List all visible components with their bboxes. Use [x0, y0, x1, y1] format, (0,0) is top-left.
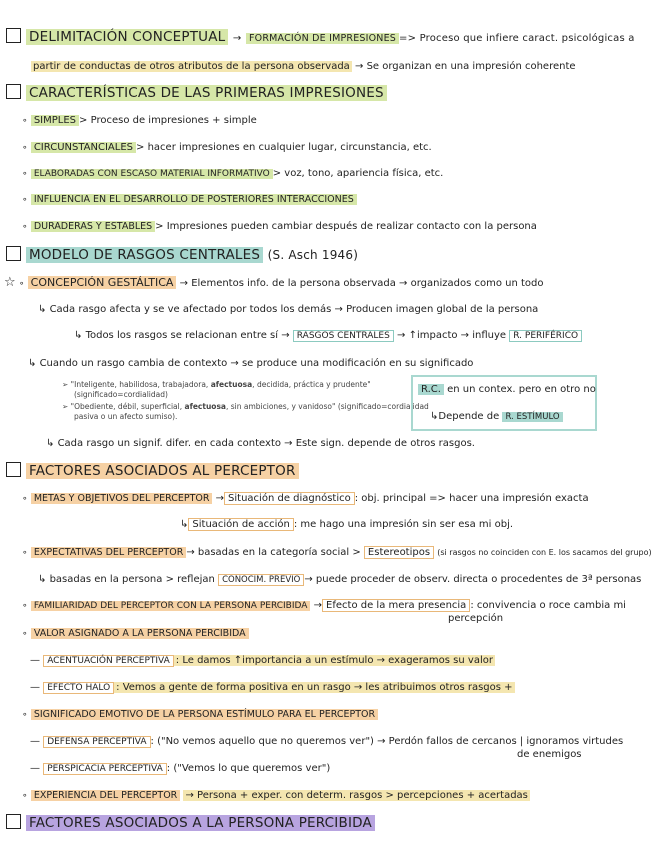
perspicacia-text: : ("Vemos lo que queremos ver"): [166, 763, 331, 774]
example-text: "Inteligente, habilidosa, trabajadora,: [70, 380, 209, 389]
halo-text: : Vemos a gente de forma positiva en un rasgo → les atribuimos otros rasgos +: [116, 682, 513, 693]
item-label: ELABORADAS CON ESCASO MATERIAL INFORMATIVO: [31, 169, 273, 179]
arrow-bullet-icon: ➢: [62, 380, 71, 389]
example-1-meaning: (significado=cordialidad): [74, 390, 168, 399]
expectativas-line: [22, 546, 652, 560]
example-1: [62, 380, 371, 390]
line-contexto: [28, 357, 473, 371]
section-perceptor: [6, 462, 299, 478]
concept-label: CONCEPCIÓN GESTÁLTICA: [28, 276, 177, 289]
arrow: →: [232, 33, 242, 44]
experiencia-line: [22, 789, 530, 803]
line-rasgos: [74, 329, 582, 343]
arrow-bullet-icon: ➢: [62, 402, 71, 411]
section-title: DELIMITACIÓN CONCEPTUAL: [26, 29, 228, 45]
valor-label: VALOR ASIGNADO A LA PERSONA PERCIBIDA: [31, 628, 249, 639]
corner-arrow-icon: ↳: [38, 574, 50, 585]
diagnostico-box: Situación de diagnóstico: [224, 492, 355, 505]
definition-line1: => Proceso que infiere caract. psicológicas a: [399, 33, 635, 44]
item-text: > Impresiones pueden cambiar después de realizar contacto con la persona: [155, 221, 537, 232]
expectativas-text: → puede proceder de observ. directa o procedentes de 3ª personas: [304, 574, 642, 585]
item-label: DURADERAS Y ESTABLES: [31, 221, 155, 232]
section-delimitacion: [6, 28, 635, 46]
bullet-icon: ∘: [22, 710, 28, 720]
expectativas-label: EXPECTATIVAS DEL PERCEPTOR: [31, 547, 186, 558]
checkbox-icon: [6, 814, 21, 829]
bullet-icon: ∘: [22, 143, 28, 153]
bullet-icon: ∘: [22, 548, 28, 558]
section-title: CARACTERÍSTICAS DE LAS PRIMERAS IMPRESIONES: [26, 85, 387, 101]
estereotipos-box: Estereotipos: [364, 546, 434, 559]
acentuacion-line: [30, 654, 495, 668]
section-title: FACTORES ASOCIADOS AL PERCEPTOR: [26, 463, 299, 479]
conocimiento-box: CONOCIM. PREVIO: [218, 574, 304, 586]
dash: —: [30, 655, 44, 666]
rc-stimulus: R. ESTÍMULO: [502, 412, 562, 422]
halo-line: [30, 681, 515, 695]
significado-line: [22, 708, 378, 722]
list-item: [22, 167, 443, 181]
item-label: CIRCUNSTANCIALES: [31, 142, 136, 153]
dash: —: [30, 763, 44, 774]
arrow: →: [313, 600, 323, 611]
list-item: [22, 220, 537, 234]
dash: —: [30, 736, 44, 747]
bullet-icon: ∘: [22, 222, 28, 232]
perspicacia-line: [30, 762, 330, 776]
accion-box: Situación de acción: [188, 518, 293, 531]
list-item: [22, 141, 432, 155]
bullet-icon: ∘: [18, 279, 25, 289]
item-label: INFLUENCIA EN EL DESARROLLO DE POSTERIORES INTERACCIONES: [31, 194, 357, 205]
metas-line: [22, 492, 589, 506]
corner-arrow-icon: ↳: [74, 330, 86, 341]
item-text: > voz, tono, apariencia física, etc.: [272, 168, 444, 179]
rc-note-line2: [430, 410, 563, 424]
item-text: > Proceso de impresiones + simple: [79, 115, 257, 126]
concept-line: [4, 276, 543, 291]
corner-arrow-icon: ↳: [46, 438, 58, 449]
item-label: SIMPLES: [31, 115, 79, 126]
arrow: →: [215, 493, 225, 504]
arrow: →: [355, 61, 367, 72]
section-caracteristicas: [6, 84, 387, 100]
example-bold: afectuosa: [210, 380, 253, 389]
line-text: Cada rasgo afecta y se ve afectado por todos los demás → Producen imagen global de la persona: [49, 304, 539, 315]
corner-arrow-icon: ↳: [28, 358, 40, 369]
star-icon: ☆: [4, 275, 16, 290]
familiaridad-text: : convivencia o roce cambia mi: [470, 600, 626, 611]
bullet-icon: ∘: [22, 195, 28, 205]
corner-arrow-icon: ↳: [430, 411, 439, 422]
familiaridad-line: [22, 599, 626, 613]
definition-result: Se organizan en una impresión coherente: [366, 61, 576, 72]
bullet-icon: ∘: [22, 601, 28, 611]
metas-label: METAS Y OBJETIVOS DEL PERCEPTOR: [31, 493, 213, 504]
bullet-icon: ∘: [22, 791, 28, 801]
line-signif: [46, 437, 475, 451]
metas-line2: [180, 518, 513, 532]
section-persona-percibida: [6, 814, 375, 830]
experiencia-label: EXPERIENCIA DEL PERCEPTOR: [31, 790, 180, 801]
concept-text: → Elementos info. de la persona observada → organizados como un todo: [179, 278, 544, 289]
defensa-box: DEFENSA PERCEPTIVA: [43, 736, 150, 748]
bullet-icon: ∘: [22, 494, 28, 504]
term-formacion: FORMACIÓN DE IMPRESIONES: [246, 33, 399, 44]
author: (S. Asch 1946): [267, 248, 359, 262]
checkbox-icon: [6, 462, 21, 477]
valor-line: [22, 627, 249, 641]
rc-text: en un contex. pero en otro no: [447, 384, 596, 395]
checkbox-icon: [6, 246, 21, 261]
example-2-meaning: pasiva o un afecto sumiso).: [74, 412, 178, 421]
significado-label: SIGNIFICADO EMOTIVO DE LA PERSONA ESTÍMULO PARA EL PERCEPTOR: [31, 709, 378, 720]
defensa-text: : ("No vemos aquello que no queremos ver") → Perdón fallos de cercanos | ignoramos virtudes: [150, 736, 624, 747]
list-item: [22, 114, 257, 128]
bullet-icon: ∘: [22, 629, 28, 639]
definition-line2: [31, 60, 576, 74]
acentuacion-text: : Le damos ↑importancia a un estímulo → exageramos su valor: [175, 655, 493, 666]
example-text: , sin ambiciones, y vanidoso" (significado=cordialidad: [225, 402, 429, 411]
defensa-text2: de enemigos: [517, 749, 582, 760]
line-global: [38, 303, 538, 317]
rasgo-periferico-box: R. PERIFÉRICO: [509, 330, 582, 342]
experiencia-text: → Persona + exper. con determ. rasgos > percepciones + acertadas: [185, 790, 528, 801]
item-text: > hacer impresiones en cualquier lugar, circunstancia, etc.: [136, 142, 432, 153]
halo-box: EFECTO HALO: [43, 682, 114, 694]
rc-dep: Depende de: [438, 411, 500, 422]
defensa-line: [30, 735, 623, 749]
rc-abbr: R.C.: [418, 384, 444, 395]
section-title: MODELO DE RASGOS CENTRALES: [26, 247, 263, 263]
mera-presencia-box: Efecto de la mera presencia: [322, 599, 470, 612]
corner-arrow-icon: ↳: [38, 304, 50, 315]
dash: —: [30, 682, 44, 693]
section-title: FACTORES ASOCIADOS A LA PERSONA PERCIBIDA: [26, 815, 375, 831]
metas-text: : me hago una impresión sin ser esa mi obj.: [293, 519, 514, 530]
checkbox-icon: [6, 28, 21, 43]
list-item: [22, 193, 357, 207]
checkbox-icon: [6, 84, 21, 99]
familiaridad-text2: percepción: [448, 613, 504, 624]
bullet-icon: ∘: [22, 169, 28, 179]
expectativas-text: basadas en la persona > reflejan: [49, 574, 215, 585]
section-modelo: [6, 246, 358, 262]
line-text: → ↑impacto → influye: [397, 330, 507, 341]
perspicacia-box: PERSPICACIA PERCEPTIVA: [43, 763, 167, 775]
example-text: "Obediente, débil, superficial,: [70, 402, 183, 411]
acentuacion-box: ACENTUACIÓN PERCEPTIVA: [43, 655, 174, 667]
familiaridad-label: FAMILIARIDAD DEL PERCEPTOR CON LA PERSONA PERCIBIDA: [31, 601, 311, 611]
expectativas-line2: [38, 573, 641, 587]
rc-note-line1: [418, 383, 596, 397]
expectativas-text: → basadas en la categoría social >: [186, 547, 361, 558]
rasgos-centrales-box: RASGOS CENTRALES: [293, 330, 394, 342]
metas-text: : obj. principal => hacer una impresión exacta: [354, 493, 589, 504]
example-2: [62, 402, 429, 412]
example-bold: afectuosa: [184, 402, 226, 411]
line-text: Cuando un rasgo cambia de contexto → se produce una modificación en su significado: [39, 358, 474, 369]
definition-text: partir de conductas de otros atributos de la persona observada: [33, 61, 350, 72]
corner-arrow-icon: ↳: [180, 519, 189, 530]
example-text: , decidida, práctica y prudente": [252, 380, 371, 389]
bullet-icon: ∘: [22, 116, 28, 126]
expectativas-note: (si rasgos no coinciden con E. los sacamos del grupo): [437, 548, 652, 557]
line-text: Todos los rasgos se relacionan entre sí →: [85, 330, 290, 341]
line-text: Cada rasgo un signif. difer. en cada contexto → Este sign. depende de otros rasgos.: [57, 438, 475, 449]
